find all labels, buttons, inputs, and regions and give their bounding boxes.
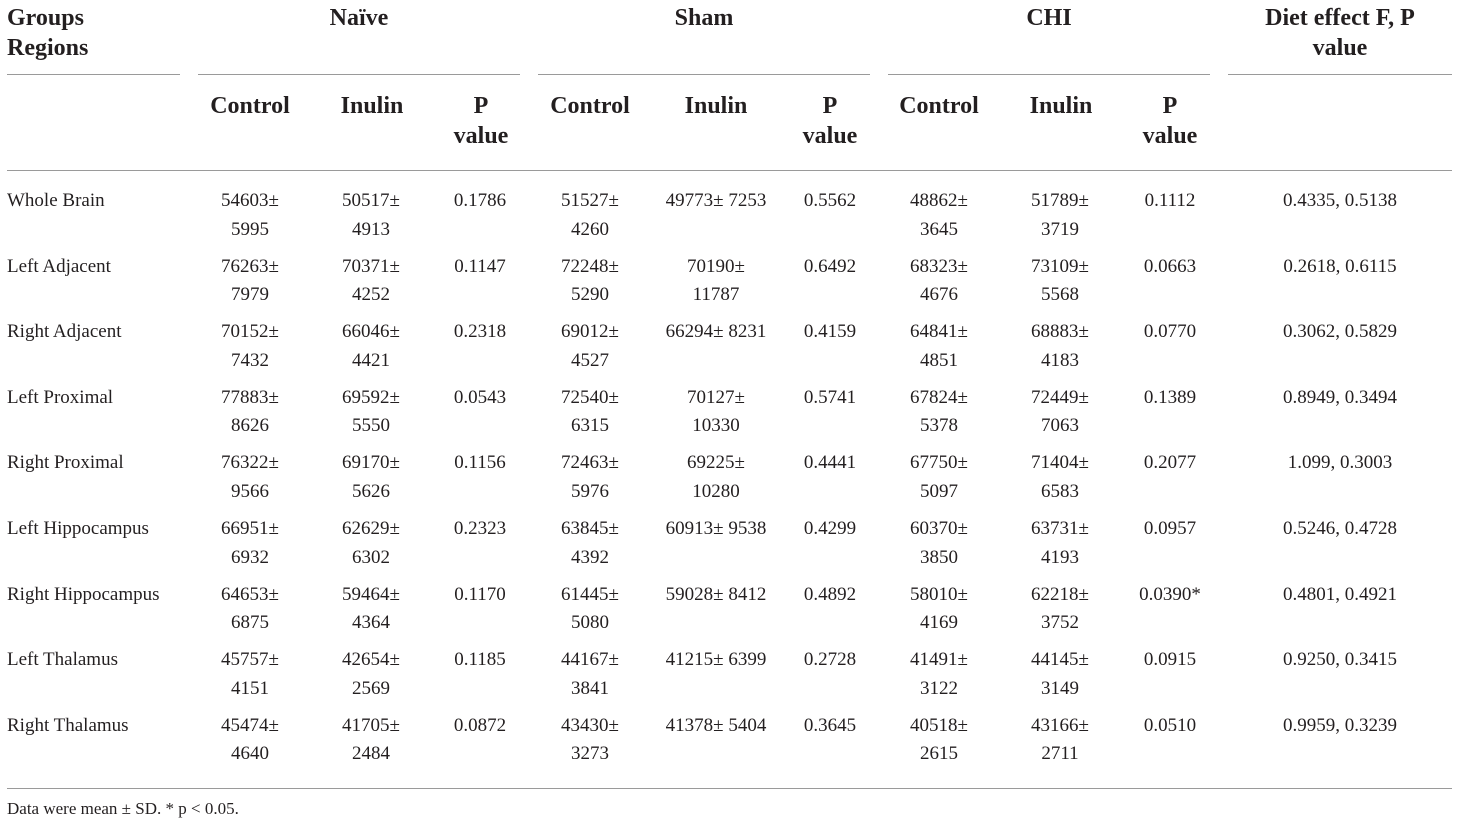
cell-sham-control-line2: 4527 [571, 349, 609, 371]
cell-naive-control-line2: 9566 [231, 480, 269, 502]
cell-naive-control-line1: 70152± [221, 321, 279, 343]
cell-sham-inulin-line1: 41215± 6399 [665, 649, 767, 671]
subheader-naive-p-value: value [453, 123, 509, 149]
cell-naive-control-line1: 66951± [221, 518, 279, 539]
cell-chi-control-line1: 40518± [910, 714, 968, 736]
subheader-naive-control: Control [210, 93, 290, 119]
cell-sham-control-line2: 6315 [571, 415, 609, 437]
cell-chi-control-line1: 64841± [910, 321, 968, 343]
cell-chi-p-line1: 0.2077 [1143, 452, 1197, 474]
cell-sham-control-line2: 5976 [571, 480, 609, 502]
cell-chi-p-line1: 0.1389 [1143, 386, 1197, 408]
cell-sham-inulin-line2: 10280 [692, 480, 740, 502]
cell-sham-p-line1: 0.4159 [803, 321, 857, 343]
diet-effect-header-line2: value [1312, 35, 1368, 61]
cell-chi-p-line1: 0.0510 [1143, 714, 1197, 736]
cell-chi-inulin-line2: 4193 [1041, 546, 1079, 568]
subheader-naive-p: P [473, 93, 489, 119]
cell-naive-inulin-line1: 69170± [342, 452, 400, 474]
cell-chi-control-line2: 3850 [920, 546, 958, 568]
cell-chi-control-line2: 4851 [920, 349, 958, 371]
cell-sham-inulin-line1: 70127± [687, 386, 745, 408]
cell-chi-control-line2: 3122 [920, 677, 958, 699]
cell-naive-inulin-line2: 5550 [352, 415, 390, 437]
region-label: Left Proximal [7, 386, 114, 408]
subheader-sham-p-value: value [802, 123, 858, 149]
cell-chi-control-line2: 4676 [920, 284, 958, 306]
cell-sham-control-line1: 61445± [561, 583, 619, 605]
cell-sham-inulin-line1: 70190± [687, 255, 745, 277]
cell-naive-inulin-line2: 2569 [352, 677, 390, 699]
cell-naive-control-line2: 8626 [231, 415, 269, 437]
cell-chi-inulin-line1: 71404± [1031, 452, 1089, 474]
region-label: Right Proximal [7, 452, 124, 474]
cell-sham-p-line1: 0.5562 [803, 190, 857, 211]
cell-diet-effect: 0.4801, 0.4921 [1283, 583, 1397, 605]
cell-sham-control-line1: 72463± [561, 452, 619, 474]
diet-effect-header-line1: Diet effect F, P [1265, 5, 1415, 31]
cell-naive-inulin-line1: 42654± [342, 649, 400, 671]
region-label: Left Adjacent [7, 255, 111, 277]
divider-regions [7, 74, 180, 75]
divider-table-bottom [7, 788, 1452, 789]
groups-header: Groups [7, 5, 84, 31]
cell-sham-p-line1: 0.4441 [803, 452, 857, 474]
cell-chi-control-line1: 60370± [910, 518, 968, 539]
cell-chi-control-line2: 3645 [920, 218, 958, 240]
cell-sham-p-line1: 0.4299 [803, 518, 857, 539]
cell-sham-inulin-line1: 59028± 8412 [665, 583, 767, 605]
cell-sham-p-line1: 0.2728 [803, 649, 857, 671]
cell-naive-control-line1: 76263± [221, 255, 279, 277]
divider-naive [198, 74, 520, 75]
cell-diet-effect: 0.5246, 0.4728 [1283, 518, 1397, 539]
cell-chi-control-line2: 5378 [920, 415, 958, 437]
region-label: Right Adjacent [7, 321, 122, 343]
divider-chi [888, 74, 1210, 75]
cell-chi-inulin-line1: 72449± [1031, 386, 1089, 408]
cell-chi-control-line1: 68323± [910, 255, 968, 277]
cell-diet-effect: 0.3062, 0.5829 [1283, 321, 1397, 343]
divider-diet [1228, 74, 1452, 75]
subheader-naive-inulin: Inulin [340, 93, 404, 119]
cell-chi-inulin-line2: 5568 [1041, 284, 1079, 306]
cell-sham-p-line1: 0.6492 [803, 255, 857, 277]
cell-chi-inulin-line1: 44145± [1031, 649, 1089, 671]
cell-diet-effect: 0.4335, 0.5138 [1283, 190, 1397, 211]
cell-chi-inulin-line1: 68883± [1031, 321, 1089, 343]
cell-diet-effect: 0.9959, 0.3239 [1283, 714, 1397, 736]
subheader-sham-p: P [822, 93, 838, 119]
cell-chi-control-line1: 67824± [910, 386, 968, 408]
cell-sham-p-line1: 0.5741 [803, 386, 857, 408]
cell-sham-control-line1: 63845± [561, 518, 619, 539]
cell-naive-control-line2: 4640 [231, 743, 269, 765]
cell-chi-inulin-line1: 43166± [1031, 714, 1089, 736]
cell-sham-control-line2: 3841 [571, 677, 609, 699]
cell-sham-control-line2: 4392 [571, 546, 609, 568]
cell-sham-inulin-line1: 41378± 5404 [665, 714, 767, 736]
cell-chi-control-line1: 48862± [910, 190, 968, 211]
divider-header-body [7, 170, 1452, 171]
cell-sham-control-line2: 4260 [571, 218, 609, 240]
cell-naive-inulin-line2: 4913 [352, 218, 390, 240]
cell-naive-inulin-line2: 5626 [352, 480, 390, 502]
subheader-sham-control: Control [550, 93, 630, 119]
cell-naive-p-line1: 0.2323 [453, 518, 507, 539]
cell-naive-inulin-line1: 41705± [342, 714, 400, 736]
cell-sham-control-line1: 43430± [561, 714, 619, 736]
cell-diet-effect: 0.2618, 0.6115 [1283, 255, 1397, 277]
cell-naive-control-line2: 5995 [231, 218, 269, 240]
cell-sham-inulin-line2: 10330 [692, 415, 740, 437]
cell-naive-control-line1: 64653± [221, 583, 279, 605]
region-label: Left Hippocampus [7, 518, 149, 539]
cell-chi-p-line1: 0.0957 [1143, 518, 1197, 539]
cell-naive-p-line1: 0.2318 [453, 321, 507, 343]
cell-naive-control-line1: 45757± [221, 649, 279, 671]
cell-chi-inulin-line1: 62218± [1031, 583, 1089, 605]
cell-sham-inulin-line1: 60913± 9538 [665, 518, 767, 539]
cell-sham-control-line2: 5080 [571, 612, 609, 634]
cell-chi-inulin-line2: 7063 [1041, 415, 1079, 437]
cell-sham-inulin-line1: 49773± 7253 [665, 190, 767, 211]
cell-chi-inulin-line2: 3149 [1041, 677, 1079, 699]
cell-chi-inulin-line2: 6583 [1041, 480, 1079, 502]
cell-naive-inulin-line2: 4364 [352, 612, 390, 634]
cell-diet-effect: 0.8949, 0.3494 [1283, 386, 1397, 408]
cell-sham-inulin-line2: 11787 [692, 284, 740, 306]
cell-sham-inulin-line1: 69225± [687, 452, 745, 474]
cell-chi-p-line1: 0.1112 [1144, 190, 1196, 211]
cell-sham-inulin-line1: 66294± 8231 [665, 321, 767, 343]
cell-chi-control-line2: 4169 [920, 612, 958, 634]
table-footnote: Data were mean ± SD. * p < 0.05. [7, 799, 239, 818]
cell-chi-inulin-line1: 73109± [1031, 255, 1089, 277]
region-label: Whole Brain [7, 190, 105, 211]
subheader-chi-p-value: value [1142, 123, 1198, 149]
cell-sham-control-line2: 3273 [571, 743, 609, 765]
cell-chi-inulin-line2: 2711 [1041, 743, 1079, 765]
cell-naive-control-line1: 54603± [221, 190, 279, 211]
cell-sham-control-line1: 72540± [561, 386, 619, 408]
cell-chi-inulin-line2: 4183 [1041, 349, 1079, 371]
cell-naive-p-line1: 0.1147 [454, 255, 506, 277]
cell-chi-inulin-line1: 51789± [1031, 190, 1089, 211]
cell-naive-control-line2: 6932 [231, 546, 269, 568]
cell-chi-control-line1: 67750± [910, 452, 968, 474]
cell-sham-control-line1: 69012± [561, 321, 619, 343]
cell-naive-control-line2: 7432 [231, 349, 269, 371]
cell-chi-p-line1: 0.0915 [1143, 649, 1197, 671]
cell-chi-control-line2: 2615 [920, 743, 958, 765]
divider-sham [538, 74, 870, 75]
cell-chi-inulin-line2: 3752 [1041, 612, 1079, 634]
cell-diet-effect: 0.9250, 0.3415 [1283, 649, 1397, 671]
cell-naive-inulin-line2: 6302 [352, 546, 390, 568]
cell-naive-p-line1: 0.1156 [454, 452, 506, 474]
cell-sham-p-line1: 0.4892 [803, 583, 857, 605]
cell-sham-p-line1: 0.3645 [803, 714, 857, 736]
region-label: Right Thalamus [7, 714, 129, 736]
cell-chi-inulin-line2: 3719 [1041, 218, 1079, 240]
group-header-chi: CHI [1026, 5, 1072, 31]
cell-naive-p-line1: 0.1185 [454, 649, 506, 671]
cell-chi-control-line1: 41491± [910, 649, 968, 671]
cell-naive-control-line1: 77883± [221, 386, 279, 408]
cell-naive-inulin-line1: 59464± [342, 583, 400, 605]
cell-sham-control-line1: 51527± [561, 190, 619, 211]
cell-naive-inulin-line2: 2484 [352, 743, 390, 765]
cell-naive-p-line1: 0.1786 [453, 190, 507, 211]
cell-naive-inulin-line1: 50517± [342, 190, 400, 211]
cell-naive-control-line1: 76322± [221, 452, 279, 474]
cell-naive-control-line1: 45474± [221, 714, 279, 736]
cell-sham-control-line1: 72248± [561, 255, 619, 277]
cell-chi-control-line1: 58010± [910, 583, 968, 605]
group-header-naive: Naïve [329, 5, 389, 31]
cell-chi-inulin-line1: 63731± [1031, 518, 1089, 539]
regions-header: Regions [7, 35, 89, 61]
cell-naive-control-line2: 7979 [231, 284, 269, 306]
subheader-chi-p: P [1162, 93, 1178, 119]
cell-chi-control-line2: 5097 [920, 480, 958, 502]
region-label: Left Thalamus [7, 649, 118, 671]
region-label: Right Hippocampus [7, 583, 160, 605]
cell-naive-inulin-line1: 66046± [342, 321, 400, 343]
cell-chi-p-line1: 0.0770 [1143, 321, 1197, 343]
cell-chi-p-line1: 0.0390* [1139, 583, 1201, 605]
cell-naive-inulin-line1: 69592± [342, 386, 400, 408]
cell-naive-p-line1: 0.0872 [453, 714, 507, 736]
cell-naive-p-line1: 0.1170 [454, 583, 506, 605]
cell-chi-p-line1: 0.0663 [1143, 255, 1197, 277]
subheader-chi-control: Control [899, 93, 979, 119]
cell-naive-inulin-line2: 4421 [352, 349, 390, 371]
cell-naive-control-line2: 4151 [231, 677, 269, 699]
subheader-sham-inulin: Inulin [684, 93, 748, 119]
cell-diet-effect: 1.099, 0.3003 [1287, 452, 1393, 474]
cell-naive-inulin-line1: 62629± [342, 518, 400, 539]
subheader-chi-inulin: Inulin [1029, 93, 1093, 119]
cell-naive-p-line1: 0.0543 [453, 386, 507, 408]
cell-naive-inulin-line2: 4252 [352, 284, 390, 306]
cell-naive-control-line2: 6875 [231, 612, 269, 634]
cell-sham-control-line1: 44167± [561, 649, 619, 671]
group-header-sham: Sham [674, 5, 734, 31]
cell-naive-inulin-line1: 70371± [342, 255, 400, 277]
cell-sham-control-line2: 5290 [571, 284, 609, 306]
